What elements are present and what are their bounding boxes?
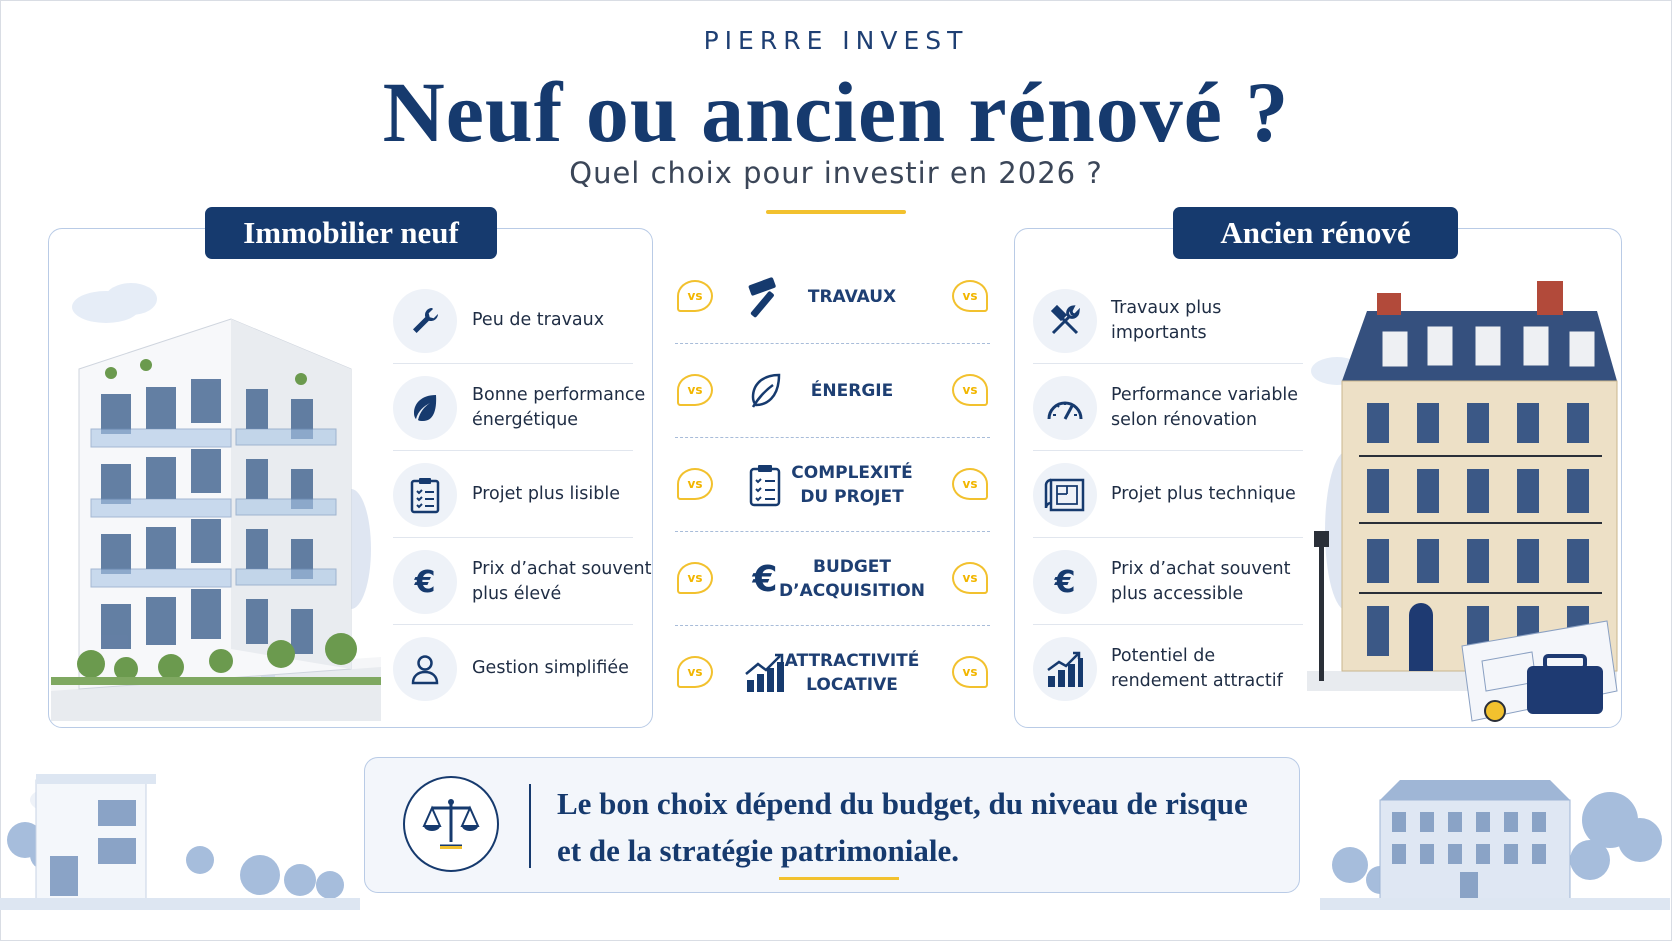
list-item	[1033, 625, 1303, 712]
list-item	[393, 625, 633, 712]
list-item	[1033, 364, 1303, 451]
svg-text:€: €	[414, 565, 436, 599]
leaf-icon	[393, 376, 457, 440]
criterion-label: COMPLEXITÉ DU PROJET	[791, 463, 913, 507]
haussmann-building-illustration	[1297, 251, 1621, 727]
clipboard-icon	[737, 460, 793, 510]
feature-label: Bonne performance énergétique	[472, 384, 646, 430]
conclusion-box	[364, 757, 1300, 893]
vs-badge: vs	[677, 656, 713, 688]
criterion-row	[675, 532, 990, 626]
feature-label: Projet plus lisible	[472, 484, 620, 504]
vs-badge: vs	[952, 656, 988, 688]
list-item	[1033, 451, 1303, 538]
list-item	[1033, 277, 1303, 364]
euro-icon	[1033, 550, 1097, 614]
new-property-panel	[48, 215, 653, 728]
criterion-label: TRAVAUX	[807, 287, 897, 307]
feature-label: Gestion simplifiée	[472, 658, 629, 678]
new-property-tag: Immobilier neuf	[205, 207, 497, 259]
vs-badge: vs	[677, 374, 713, 406]
criterion-row	[675, 250, 990, 344]
leaf-icon	[737, 366, 793, 416]
vs-badge: vs	[952, 468, 988, 500]
svg-text:€: €	[1054, 565, 1076, 599]
vs-badge: vs	[677, 280, 713, 312]
criterion-row	[675, 626, 990, 720]
blueprint-icon	[1033, 463, 1097, 527]
feature-label: Potentiel de rendement attractif	[1111, 645, 1283, 691]
hammer-icon	[737, 272, 793, 322]
title-underline	[766, 210, 906, 214]
list-item	[393, 538, 652, 625]
feature-label: Prix d’achat souvent plus élevé	[472, 558, 652, 604]
scale-icon	[403, 776, 499, 872]
criterion-row	[675, 344, 990, 438]
vs-badge: vs	[677, 562, 713, 594]
list-item	[393, 451, 633, 538]
modern-building-illustration	[51, 269, 381, 721]
feature-label: Peu de travaux	[472, 310, 605, 330]
feature-label: Performance variable selon rénovation	[1111, 384, 1299, 430]
wrench-icon	[393, 289, 457, 353]
page-subtitle: Quel choix pour investir en 2026 ?	[569, 156, 1103, 190]
tools-icon	[1033, 289, 1097, 353]
feature-label: Prix d’achat souvent plus accessible	[1111, 558, 1291, 604]
bottom-left-illustration	[0, 760, 360, 910]
person-icon	[393, 637, 457, 701]
conclusion-text: Le bon choix dépend du budget, du niveau de risque et de la stratégie patrimoniale.	[557, 786, 1248, 868]
euro-icon	[393, 550, 457, 614]
list-item	[1033, 538, 1303, 625]
feature-label: Projet plus technique	[1111, 484, 1296, 504]
criterion-label: ATTRACTIVITÉ LOCATIVE	[784, 651, 920, 695]
clipboard-icon	[393, 463, 457, 527]
criterion-row	[675, 438, 990, 532]
vs-badge: vs	[952, 374, 988, 406]
bar-chart-icon	[1033, 637, 1097, 701]
criterion-label: BUDGET D’ACQUISITION	[779, 557, 925, 601]
svg-text:€: €	[752, 559, 778, 599]
renovated-property-tag: Ancien rénové	[1173, 207, 1458, 259]
conclusion-divider	[529, 784, 531, 868]
gauge-icon	[1033, 376, 1097, 440]
vs-badge: vs	[677, 468, 713, 500]
page-title: Neuf ou ancien rénové ?	[382, 64, 1290, 160]
bottom-right-illustration	[1320, 760, 1670, 910]
vs-badge: vs	[952, 562, 988, 594]
list-item	[393, 277, 633, 364]
brand-name: PIERRE INVEST	[703, 26, 969, 55]
conclusion-underline	[779, 877, 899, 880]
vs-badge: vs	[952, 280, 988, 312]
feature-label: Travaux plus importants	[1111, 297, 1222, 343]
list-item	[393, 364, 646, 451]
new-property-features	[393, 277, 652, 712]
renovated-property-features	[1033, 277, 1303, 712]
criterion-label: ÉNERGIE	[810, 381, 894, 401]
renovated-property-panel	[1014, 215, 1622, 728]
comparison-criteria	[675, 250, 990, 720]
